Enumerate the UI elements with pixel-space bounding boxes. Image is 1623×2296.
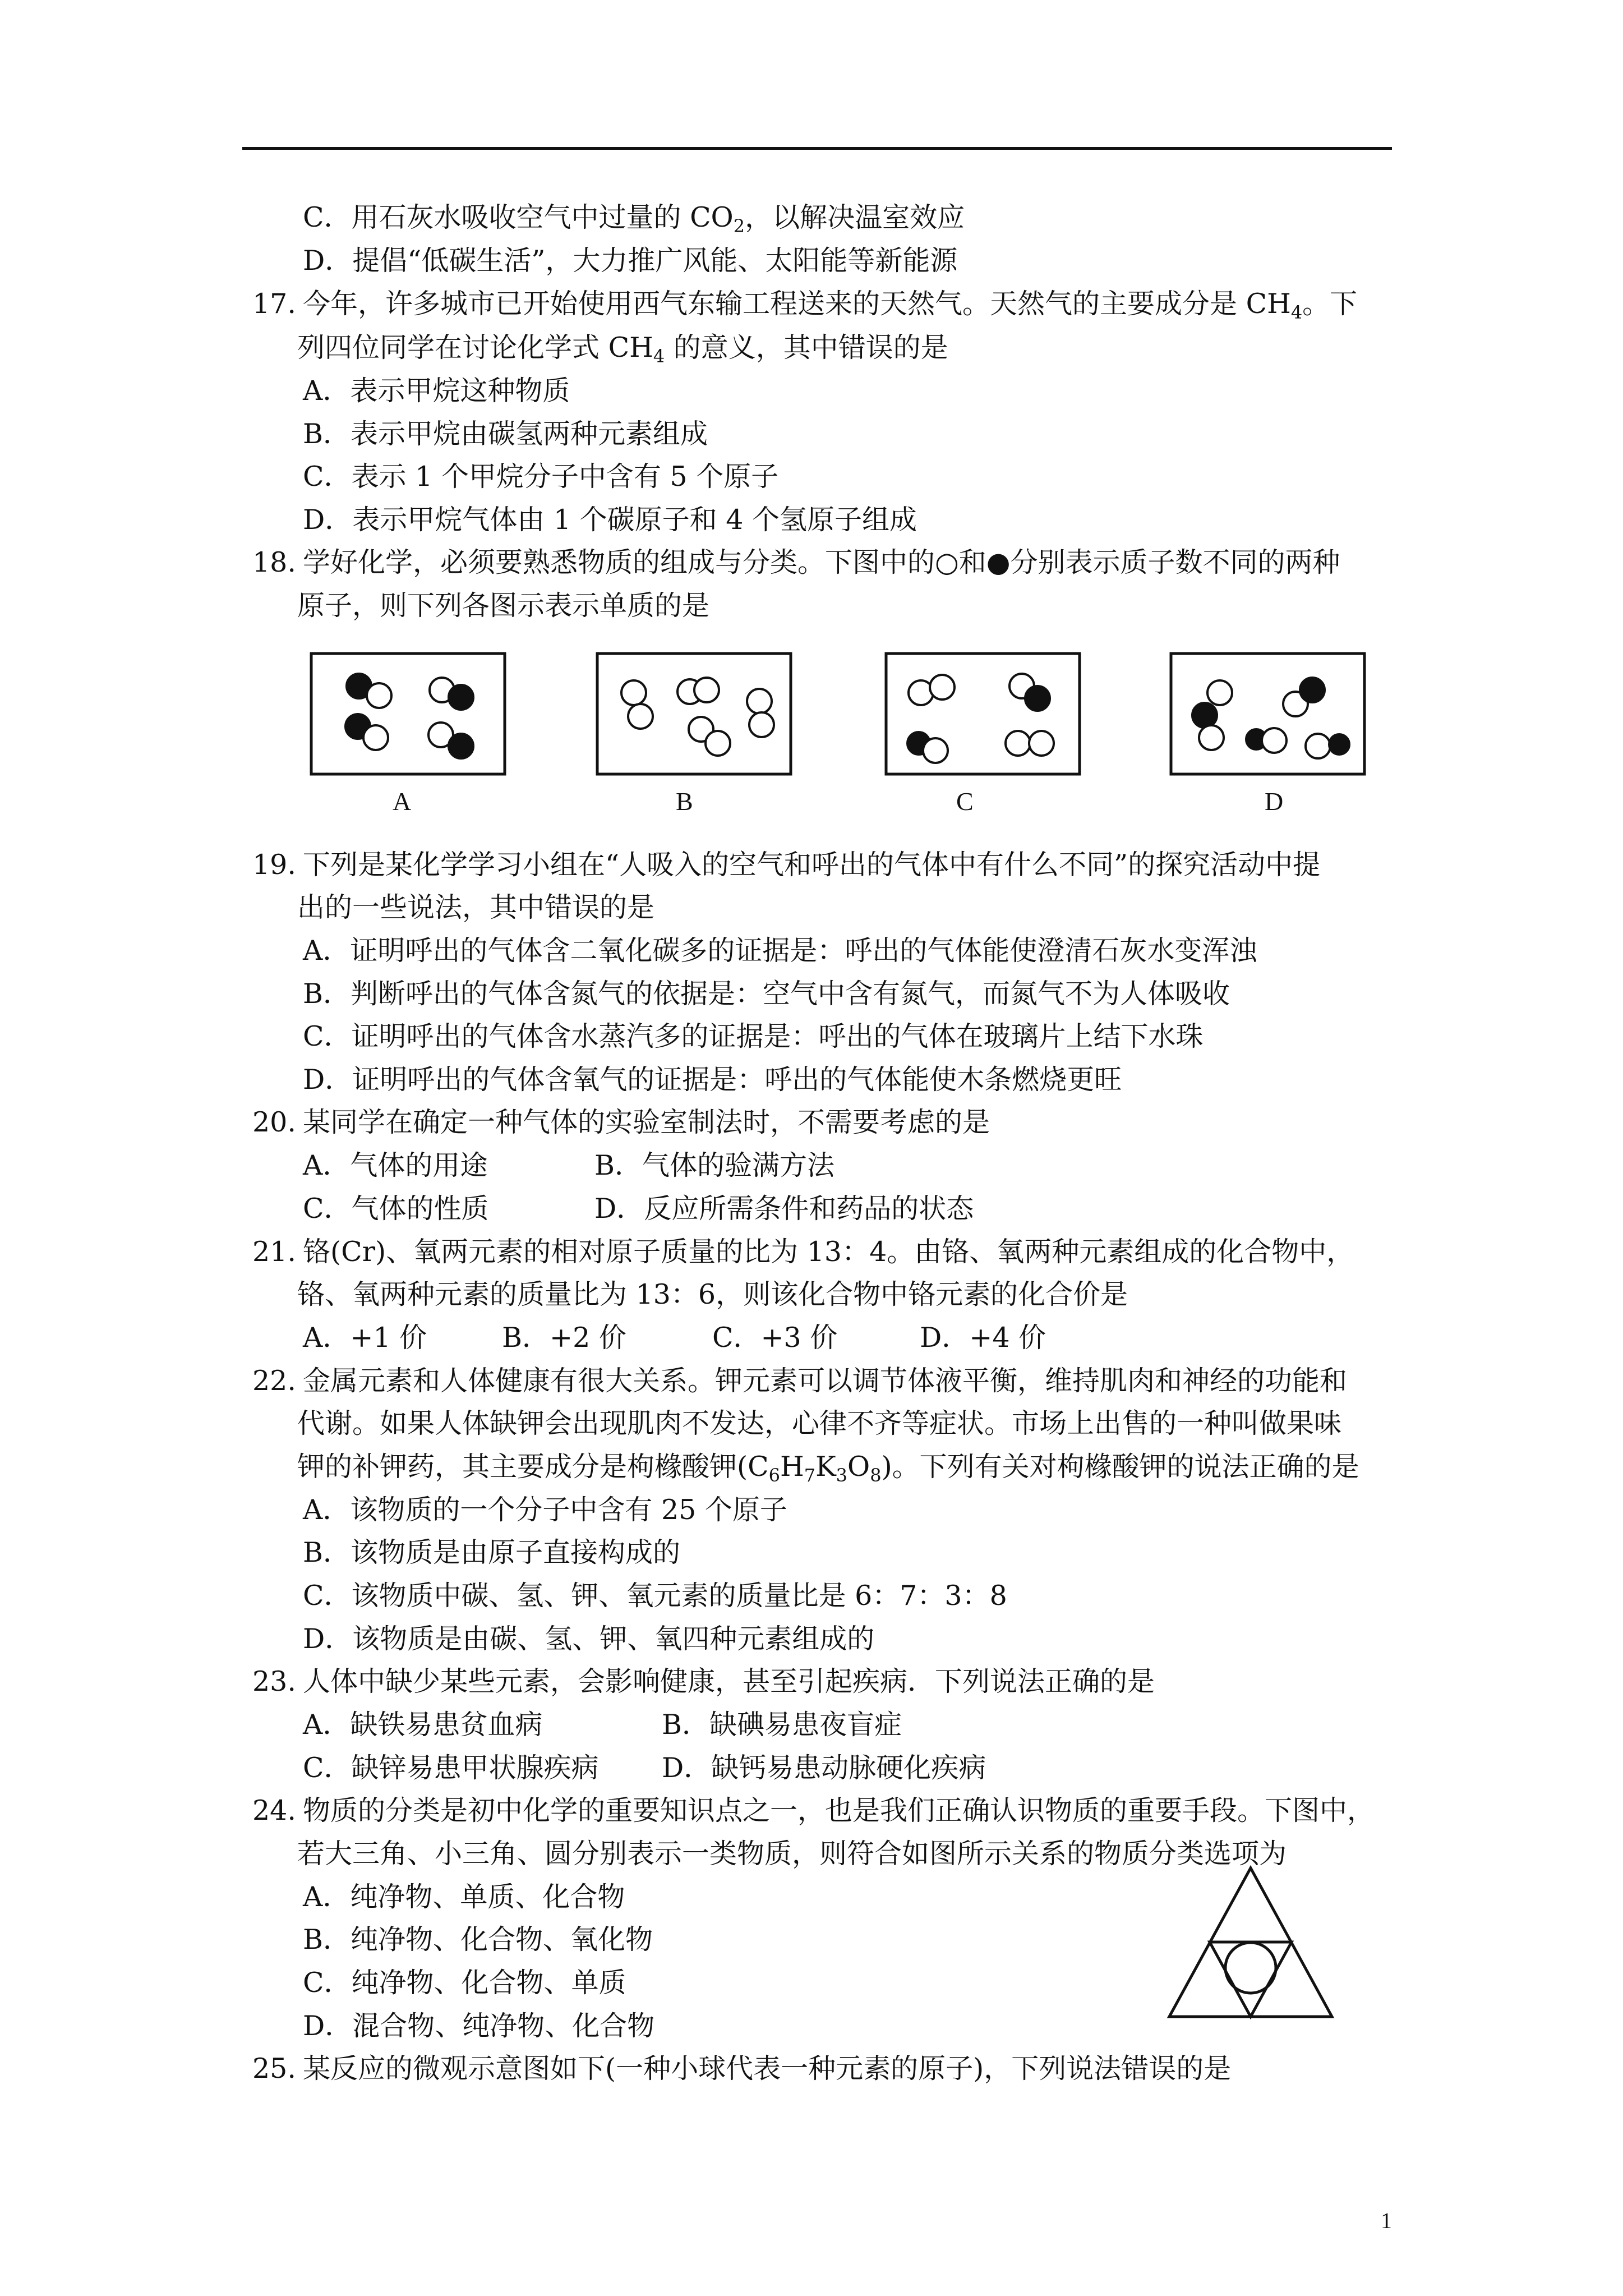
q18-a-atom-white	[363, 725, 388, 750]
q17-option-d: D．表示甲烷气体由 1 个碳原子和 4 个氢原子组成	[303, 504, 917, 536]
q20-option-c: C．气体的性质	[303, 1193, 489, 1225]
q18-label-d: D	[1265, 787, 1284, 816]
q18-label-c: C	[956, 787, 974, 816]
q19-option-c: C．证明呼出的气体含水蒸汽多的证据是：呼出的气体在玻璃片上结下水珠	[303, 1020, 1204, 1052]
q18-b-atom-white	[749, 712, 774, 737]
q20-stem: 某同学在确定一种气体的实验室制法时，不需要考虑的是	[303, 1106, 990, 1138]
q22-option-a: A．该物质的一个分子中含有 25 个原子	[303, 1494, 787, 1526]
q18-particle-diagrams	[308, 651, 1374, 830]
q21-stem-line2: 铬、氧两种元素的质量比为 13：6，则该化合物中铬元素的化合价是	[297, 1278, 1128, 1310]
q17-stem-line2: 列四位同学在讨论化学式 $CH_4$ 的意义，其中错误的是	[297, 332, 948, 367]
page-number: 1	[1381, 2208, 1392, 2233]
q18-stem-line1: 学好化学，必须要熟悉物质的组成与分类。下图中的○和●分别表示质子数不同的两种	[303, 546, 1340, 578]
q24-option-c: C．纯净物、化合物、单质	[303, 1967, 626, 1999]
q23-option-b: B．缺碘易患夜盲症	[662, 1709, 902, 1741]
q23-option-d: D．缺钙易患动脉硬化疾病	[662, 1752, 986, 1784]
q18-c-atom-white	[923, 738, 948, 763]
q18-a-atom-black	[449, 685, 473, 710]
q24-option-a: A．纯净物、单质、化合物	[303, 1881, 625, 1913]
q17-option-c: C．表示 1 个甲烷分子中含有 5 个原子	[303, 461, 779, 493]
q18-b-atom-white	[706, 731, 730, 756]
q18-b-atom-white	[747, 689, 772, 714]
q18-label-a: A	[393, 787, 412, 816]
q17-stem-line1: 今年，许多城市已开始使用西气东输工程送来的天然气。天然气的主要成分是 $CH_4$。下	[303, 288, 1358, 323]
q18-stem-line2: 原子，则下列各图示表示单质的是	[297, 590, 710, 622]
q22-stem-line2: 代谢。如果人体缺钾会出现肌肉不发达，心律不齐等症状。市场上出售的一种叫做果味	[297, 1407, 1342, 1439]
q21-option-b: B．+2 价	[502, 1322, 626, 1354]
inner-circle	[1225, 1943, 1276, 1993]
q24-option-b: B．纯净物、化合物、氧化物	[303, 1924, 653, 1955]
q21-option-a: A．+1 价	[303, 1322, 427, 1354]
q23-stem: 人体中缺少某些元素，会影响健康，甚至引起疾病．下列说法正确的是	[303, 1665, 1155, 1697]
q21-option-d: D．+4 价	[920, 1322, 1046, 1354]
q19-option-d: D．证明呼出的气体含氧气的证据是：呼出的气体能使木条燃烧更旺	[303, 1064, 1122, 1096]
q25-stem: 某反应的微观示意图如下(一种小球代表一种元素的原子)，下列说法错误的是	[303, 2053, 1232, 2085]
q20-option-d: D．反应所需条件和药品的状态	[594, 1193, 974, 1225]
q18-b-atom-white	[621, 680, 646, 705]
q20-option-a: A．气体的用途	[303, 1149, 488, 1181]
q18-d-atom-white	[1207, 680, 1232, 705]
q21-number: 21.	[252, 1236, 296, 1268]
q16-option-d: D．提倡“低碳生活”，大力推广风能、太阳能等新能源	[303, 245, 958, 277]
q18-a-atom-white	[367, 683, 391, 708]
q24-number: 24.	[252, 1795, 296, 1826]
q22-option-b: B．该物质是由原子直接构成的	[303, 1536, 681, 1568]
q18-d-atom-black	[1329, 734, 1349, 754]
q21-stem-line1: 铬(Cr)、氧两元素的相对原子质量的比为 13：4。由铬、氧两种元素组成的化合物中，	[303, 1236, 1354, 1268]
q18-box-c	[886, 654, 1080, 774]
small-triangle	[1210, 1942, 1292, 2017]
q23-option-a: A．缺铁易患贫血病	[303, 1709, 543, 1741]
header-rule	[242, 147, 1392, 150]
q17-option-a: A．表示甲烷这种物质	[303, 375, 570, 407]
q18-d-atom-white	[1306, 734, 1330, 758]
q24-stem-line2: 若大三角、小三角、圆分别表示一类物质，则符合如图所示关系的物质分类选项为	[297, 1838, 1287, 1870]
q22-option-d: D．该物质是由碳、氢、钾、氧四种元素组成的	[303, 1623, 875, 1655]
q18-box-a	[311, 654, 505, 774]
q22-option-c: C．该物质中碳、氢、钾、氧元素的质量比是 6：7：3：8	[303, 1580, 1007, 1612]
q18-c-atom-black	[1025, 686, 1050, 711]
q18-b-atom-white	[694, 678, 719, 702]
q18-d-atom-black	[1300, 678, 1325, 702]
q22-stem-line1: 金属元素和人体健康有很大关系。钾元素可以调节体液平衡，维持肌肉和神经的功能和	[303, 1365, 1348, 1397]
q25-number: 25.	[252, 2053, 296, 2085]
q23-option-c: C．缺锌易患甲状腺疾病	[303, 1752, 599, 1784]
q18-b-atom-white	[628, 704, 653, 729]
q24-triangle-diagram	[1166, 1865, 1335, 2022]
q22-number: 22.	[252, 1365, 296, 1397]
q18-c-atom-white	[930, 675, 955, 700]
q18-label-b: B	[676, 787, 693, 816]
q18-d-atom-white	[1262, 728, 1287, 753]
q18-c-atom-white	[1006, 731, 1030, 756]
q18-number: 18.	[252, 546, 296, 578]
q22-stem-line3: 钾的补钾药，其主要成分是枸橼酸钾$(C_6H_7K_3O_8)$。下列有关对枸橼酸钾的说法正确的是	[297, 1451, 1359, 1486]
q20-option-b: B．气体的验满方法	[594, 1149, 835, 1181]
q21-option-c: C．+3 价	[712, 1322, 838, 1354]
q19-option-a: A．证明呼出的气体含二氧化碳多的证据是：呼出的气体能使澄清石灰水变浑浊	[303, 935, 1257, 967]
q19-option-b: B．判断呼出的气体含氮气的依据是：空气中含有氮气，而氮气不为人体吸收	[303, 978, 1230, 1010]
q24-option-d: D．混合物、纯净物、化合物	[303, 2010, 655, 2042]
q18-d-atom-black	[1192, 703, 1217, 728]
q18-d-atom-white	[1199, 725, 1224, 750]
q19-number: 19.	[252, 849, 296, 881]
q24-stem-line1: 物质的分类是初中化学的重要知识点之一，也是我们正确认识物质的重要手段。下图中，	[303, 1795, 1375, 1826]
q19-stem-line2: 出的一些说法，其中错误的是	[297, 891, 655, 923]
q19-stem-line1: 下列是某化学学习小组在“人吸入的空气和呼出的气体中有什么不同”的探究活动中提	[303, 849, 1321, 881]
q18-c-atom-white	[1029, 731, 1054, 756]
q23-number: 23.	[252, 1665, 296, 1697]
q17-option-b: B．表示甲烷由碳氢两种元素组成	[303, 418, 708, 450]
q20-number: 20.	[252, 1106, 296, 1138]
q16-option-c: C．用石灰水吸收空气中过量的 $CO_2$，以解决温室效应	[303, 201, 965, 237]
q17-number: 17.	[252, 288, 296, 320]
q18-a-atom-black	[449, 734, 473, 758]
